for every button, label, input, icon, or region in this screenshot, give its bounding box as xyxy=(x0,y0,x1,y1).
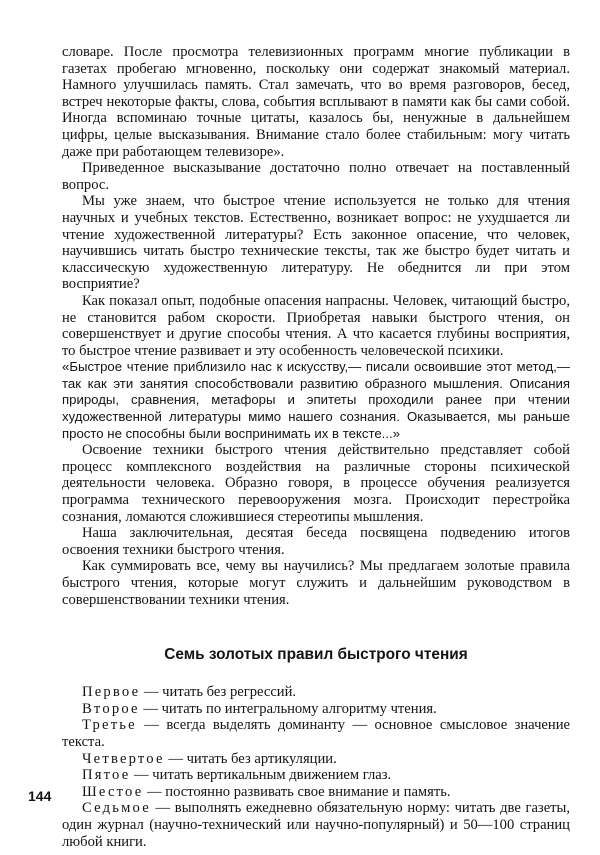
rule-item xyxy=(62,701,570,718)
paragraph-1: словаре. После просмотра телевизионных программ многие публикации в газетах пробегаю мгновенно, поскольку они содержат знакомый материал. Намного улучшилась память. Стал замечать, что во время разговоров, бесед, встреч некоторые факты, слова, события всплывают в памяти как бы сами собой. Иногда вспоминаю точные цитаты, казалось бы, ненужные в дальнейшем цифры, целые высказывания. Внимание стало более стабильным: могу читать даже при работающем телевизоре». xyxy=(62,44,570,160)
rule-item xyxy=(62,800,570,850)
rule-name: Пятое xyxy=(82,767,131,784)
rule-text: — читать без артикуляции. xyxy=(168,750,337,767)
rule-name: Второе xyxy=(82,700,140,717)
rule-text: — выполнять ежедневно обязательную норму: читать две газеты, один журнал (научно-технический или научно-популярный) и 50—100 страниц любой книги. xyxy=(62,800,570,850)
paragraph-6: Наша заключительная, десятая беседа посвящена подведению итогов освоения техники быстрого чтения. xyxy=(62,525,570,558)
rule-item xyxy=(62,717,570,750)
rule-name: Третье xyxy=(82,717,137,734)
page-body xyxy=(62,44,570,850)
paragraph-4 xyxy=(62,293,570,359)
rule-name: Четвертое xyxy=(82,750,165,767)
rule-text: — читать без регрессий. xyxy=(143,684,297,701)
rule-name: Седьмое xyxy=(82,800,151,817)
rules-list xyxy=(62,684,570,850)
rule-text: — читать по интегральному алгоритму чтения. xyxy=(143,700,437,717)
rule-item xyxy=(62,784,570,801)
section-heading: Семь золотых правил быстрого чтения xyxy=(164,646,468,664)
paragraph-7: Как суммировать все, чему вы научились? Мы предлагаем золотые правила быстрого чтения, которые могут служить и дальнейшим руководством в совершенствовании техники чтения. xyxy=(62,558,570,608)
rule-text: — всегда выделять доминанту — основное смысловое значение текста. xyxy=(62,717,570,750)
paragraph-4-text: Как показал опыт, подобные опасения напрасны. Человек, читающий быстро, не становится рабом скорости. Приобретая навыки быстрого чтения, он совершенствует и другие способы чтения. А что касается глубины восприятия, то быстрое чтение развивает и эту особенность человеческой психики. xyxy=(62,292,570,359)
quote: «Быстрое чтение приблизило нас к искусству,— писали освоившие этот метод,— так как эти занятия способствовали развитию образного мышления. Описания природы, сравнения, метафоры и эпитеты проходили ранее при чтении художественной литературы мимо нашего сознания. Оказывается, мы раньше просто не способны были воспринимать их в тексте...» xyxy=(62,359,570,441)
rule-name: Первое xyxy=(82,684,141,701)
rule-name: Шестое xyxy=(82,783,144,800)
paragraph-3: Мы уже знаем, что быстрое чтение используется не только для чтения научных и учебных текстов. Естественно, возникает вопрос: не ухудшается ли чтение художественной литературы? Есть законное опасение, что человек, научившись читать быстро технические тексты, так же быстро будет читать и классическую художественную литературу. Не обеднится ли при этом восприятие? xyxy=(62,193,570,293)
rule-item xyxy=(62,767,570,784)
paragraph-5: Освоение техники быстрого чтения действительно представляет собой процесс комплексного воздействия на различные стороны психической деятельности человека. Образно говоря, в процессе обучения реализуется программа технического перевооружения мозга. Происходит перестройка сознания, ломаются сложившиеся стереотипы мышления. xyxy=(62,442,570,525)
rule-item xyxy=(62,684,570,701)
paragraph-2: Приведенное высказывание достаточно полно отвечает на поставленный вопрос. xyxy=(62,160,570,193)
rule-item xyxy=(62,751,570,768)
rule-text: — постоянно развивать свое внимание и память. xyxy=(147,783,451,800)
rule-text: — читать вертикальным движением глаз. xyxy=(134,767,392,784)
page-number: 144 xyxy=(28,788,52,804)
